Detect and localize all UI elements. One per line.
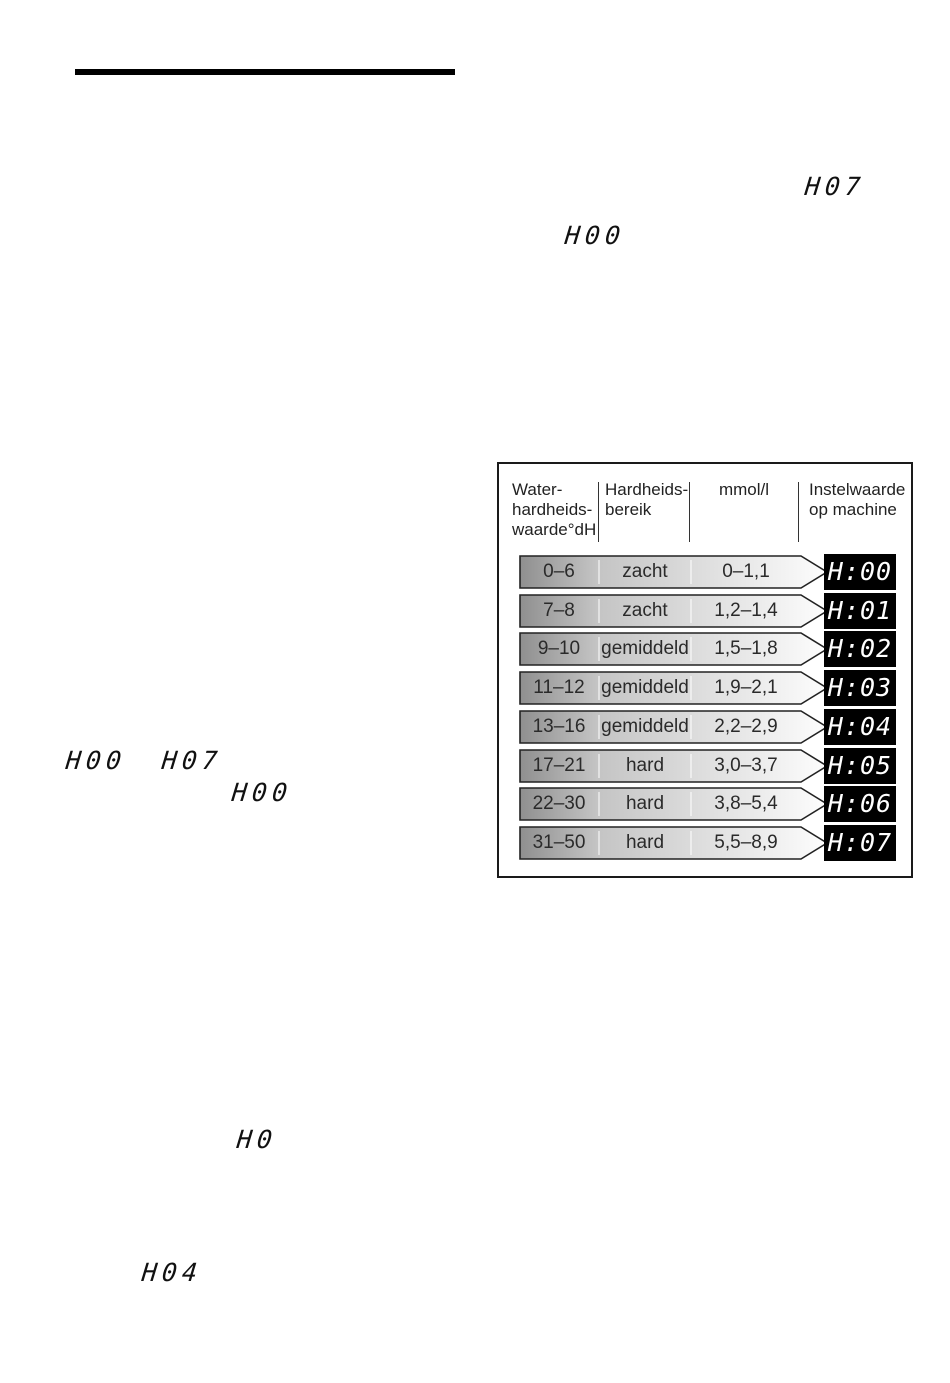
table-row	[519, 787, 895, 821]
display-code-h04: H04	[140, 1258, 204, 1287]
header-divider	[798, 482, 799, 542]
cell-dh: 9–10	[537, 638, 581, 660]
display-code-h00: H00	[230, 778, 294, 807]
cell-mmol: 2,2–2,9	[714, 715, 778, 737]
cell-mmol: 5,5–8,9	[714, 831, 778, 853]
display-code-h00: H00	[563, 221, 627, 250]
cell-range: hard	[625, 754, 665, 776]
cell-mmol: 3,0–3,7	[714, 754, 778, 776]
table-row	[519, 749, 895, 783]
cell-range: zacht	[622, 599, 668, 621]
cell-dh: 17–21	[532, 754, 586, 776]
cell-range: gemiddeld	[601, 638, 689, 660]
table-row	[519, 826, 895, 860]
cell-range: hard	[625, 793, 665, 815]
cell-mmol: 3,8–5,4	[714, 793, 778, 815]
table-row	[519, 555, 895, 589]
header-divider	[689, 482, 690, 542]
cell-mmol: 0–1,1	[722, 561, 770, 582]
cell-setting-display: H:07	[824, 825, 896, 861]
header-mmol: mmol/l	[718, 480, 770, 499]
cell-dh: 11–12	[533, 677, 585, 699]
cell-range: gemiddeld	[601, 677, 689, 699]
cell-setting-display: H:02	[824, 631, 896, 667]
cell-range: zacht	[622, 561, 668, 582]
header-range: Hardheids- bereik	[605, 480, 689, 519]
table-row	[519, 632, 895, 666]
water-hardness-table	[497, 462, 913, 878]
table-row	[519, 594, 895, 628]
header-dh: Water- hardheids- waarde°dH	[512, 480, 597, 539]
cell-mmol: 1,5–1,8	[714, 638, 778, 660]
cell-setting-display: H:05	[824, 748, 896, 784]
table-row	[519, 671, 895, 705]
cell-dh: 7–8	[543, 599, 575, 621]
cell-dh: 0–6	[543, 561, 575, 582]
cell-mmol: 1,9–2,1	[714, 677, 778, 699]
cell-dh: 31–50	[532, 831, 586, 853]
cell-setting-display: H:01	[824, 593, 896, 629]
cell-dh: 22–30	[532, 793, 586, 815]
header-setting: Instelwaarde op machine	[809, 480, 906, 519]
table-row	[519, 710, 895, 744]
cell-mmol: 1,2–1,4	[714, 599, 778, 621]
display-code-h00: H00	[64, 746, 128, 775]
display-code-h0: H0	[235, 1125, 279, 1154]
cell-dh: 13–16	[532, 715, 586, 737]
header-divider	[598, 482, 599, 542]
cell-setting-display: H:00	[824, 554, 896, 590]
cell-range: gemiddeld	[601, 715, 689, 737]
cell-range: hard	[625, 831, 665, 853]
cell-setting-display: H:04	[824, 709, 896, 745]
display-code-h07: H07	[160, 746, 224, 775]
cell-setting-display: H:06	[824, 786, 896, 822]
cell-setting-display: H:03	[824, 670, 896, 706]
display-code-h07: H07	[803, 172, 867, 201]
heading-rule	[75, 69, 455, 75]
